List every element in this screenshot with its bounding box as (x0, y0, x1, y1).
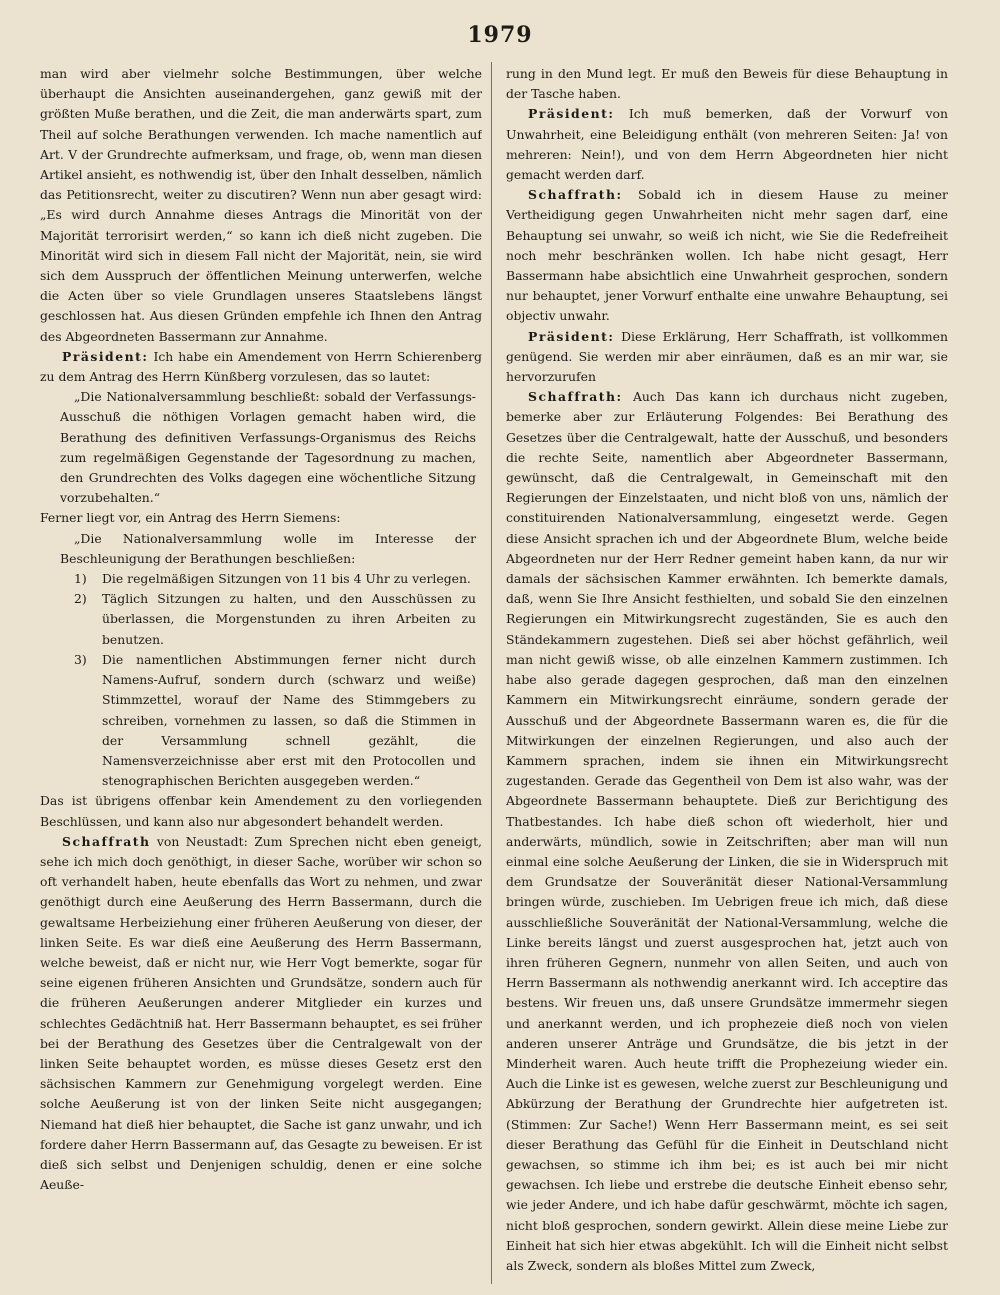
list-number: 3) (74, 651, 87, 667)
paragraph-motion-intro: Ferner liegt vor, ein Antrag des Herrn Siemens: (40, 510, 341, 526)
list-number: 2) (74, 591, 87, 607)
motion-list (40, 569, 482, 791)
speech-schaffrath (506, 387, 948, 1276)
quoted-motion (40, 529, 482, 569)
speech-text: Ich habe ein Amendement von Herrn Schierenberg zu dem Antrag des Herrn Künßberg vorzulesen, das so lautet: (40, 348, 482, 385)
column-divider (491, 62, 492, 1284)
speaker-name: Präsident: (528, 328, 615, 344)
speech-president (506, 104, 948, 185)
speech-schaffrath (506, 185, 948, 326)
list-item (40, 589, 482, 650)
speaker-name: Schaffrath: (528, 389, 623, 405)
list-text: Die regelmäßigen Sitzungen von 11 bis 4 Uhr zu verlegen. (102, 571, 471, 587)
speaker-name: Präsident: (62, 348, 149, 364)
speech-president (506, 327, 948, 388)
page-number: 1979 (467, 22, 533, 48)
speaker-name: Präsident: (528, 106, 615, 122)
speech-text: von Neustadt: Zum Sprechen nicht eben geneigt, sehe ich mich doch genöthigt, in dieser Sache, worüber wir schon so oft verhandelt haben, heute ebenfalls das Wort zu nehmen, und zwar genöthigt durch eine Aeußerung des Herrn Bassermann, durch die gewaltsame Herbeiziehung einer früheren Aeußerung von dieser, der linken Seite. Es war dieß eine Aeußerung des Herrn Bassermann, welche beweist, daß er nicht nur, wie Herr Vogt bemerkte, sogar für seine eigenen früheren Ansichten und Grundsätze, sondern auch für die früheren Aeußerungen anderer Mitglieder ein kurzes und schlechtes Gedächtniß hat. Herr Bassermann behauptet, es sei früher bei der Berathung des Gesetzes über die Centralgewalt von der linken Seite behauptet worden, es müsse dieses Gesetz erst den sächsischen Kammern zur Genehmigung vorgelegt werden. Eine solche Aeußerung ist von der linken Seite nicht ausgegangen; Niemand hat dieß hier behauptet, die Sache ist ganz unwahr, und ich fordere daher Herrn Bassermann auf, das Gesagte zu beweisen. Er ist dieß sich selbst und Denjenigen schuldig, denen er eine solche Aeuße- (40, 833, 482, 1193)
paragraph-note: Das ist übrigens offenbar kein Amendement zu den vorliegenden Beschlüssen, und kann also nur abgesondert behandelt werden. (40, 793, 482, 829)
speech-schaffrath (40, 832, 482, 1196)
list-text: Die namentlichen Abstimmungen ferner nicht durch Namens-Aufruf, sondern durch (schwarz und weiße) Stimmzettel, worauf der Name des Stimmgebers zu schreiben, vornehmen zu lassen, so daß die Stimmen in der Versammlung schnell gezählt, die Namensverzeichnisse aber erst mit den Protocollen und stenographischen Berichten ausgegeben werden.“ (102, 651, 476, 789)
paragraph-continuation: rung in den Mund legt. Er muß den Beweis für diese Behauptung in der Tasche haben. (506, 66, 948, 102)
list-number: 1) (74, 571, 87, 587)
speech-text: Ich muß bemerken, daß der Vorwurf von Unwahrheit, eine Beleidigung enthält (von mehreren Seiten: Ja! von mehreren: Nein!), und von dem Herrn Abgeordneten hier nicht gemacht werden darf. (506, 106, 948, 183)
amendment-text: „Die Nationalversammlung beschließt: sobald der Verfassungs-Ausschuß die nöthigen Vorlagen gemacht haben wird, die Berathung des definitiven Verfassungs-Organismus des Reichs zum regelmäßigen Gegenstande der Tagesordnung zu machen, den Grundrechten des Volks dagegen eine wöchentliche Sitzung vorzubehalten.“ (60, 389, 476, 506)
paragraph-continuation: man wird aber vielmehr solche Bestimmungen, über welche überhaupt die Ansichten auseinandergehen, ganz gewiß mit der größten Muße berathen, und die Zeit, die man anderwärts spart, zum Theil auf solche Berathungen verwenden. Ich mache namentlich auf Art. V der Grundrechte aufmerksam, und frage, ob, wenn man diesen Artikel ansieht, es nothwendig ist, über den Inhalt desselben, nämlich das Petitionsrecht, weiter zu discutiren? Wenn nun aber gesagt wird: „Es wird durch Annahme dieses Antrags die Minorität von der Majorität terrorisirt werden,“ so kann ich dieß nicht zugeben. Die Minorität wird sich in diesem Fall nicht der Majorität, nein, sie wird sich dem Ausspruch der öffentlichen Meinung unterwerfen, welche die Acten über so viele Grundlagen unseres Staatslebens längst geschlossen hat. Aus diesen Gründen empfehle ich Ihnen den Antrag des Abgeordneten Bassermann zur Annahme. (40, 66, 482, 344)
list-item (40, 569, 482, 589)
speaker-name: Schaffrath: (528, 187, 623, 203)
quoted-amendment (40, 387, 482, 508)
motion-text: „Die Nationalversammlung wolle im Interesse der Beschleunigung der Berathungen beschließen: (60, 530, 476, 566)
list-item (40, 650, 482, 791)
speech-text: Auch Das kann ich durchaus nicht zugeben, bemerke aber zur Erläuterung Folgendes: Bei Berathung des Gesetzes über die Centralgewalt, hatte der Ausschuß, und besonders die rechte Seite, namentlich aber Abgeordneter Bassermann, gewünscht, daß die Centralgewalt, in Gemeinschaft mit den Regierungen der Einzelstaaten, und nicht bloß von uns, nämlich der constituirenden Nationalversammlung, eingesetzt werde. Gegen diese Ansicht sprachen ich und der Abgeordnete Blum, welche beide Abgeordneten nur der Herr Redner gemeint haben kann, da nur wir damals der sächsischen Kammer erwähnten. Ich bemerkte damals, daß, wenn Sie Ihre Ansicht festhielten, und sobald Sie den einzelnen Regierungen ein Mitwirkungsrecht zugeständen, Sie es auch den Ständekammern zugestehen. Dieß sei aber höchst gefährlich, weil man nicht gewiß wisse, ob alle einzelnen Kammern zustimmen. Ich habe also gerade dagegen gesprochen, daß man den einzelnen Kammern ein Mitwirkungsrecht einräume, sondern gerade der Ausschuß und der Abgeordnete Bassermann waren es, die für die Mitwirkungen der einzelnen Regierungen, und also auch der Kammern sprachen, indem sie ihnen ein Mitwirkungsrecht zugestanden. Gerade das Gegentheil von Dem ist also wahr, was der Abgeordnete Bassermann behauptete. Dieß zur Berichtigung des Thatbestandes. Ich habe dieß schon oft wiederholt, hier und anderwärts, mündlich, sowie in Zeitschriften; aber man will nun einmal eine solche Aeußerung der Linken, die sie in Widerspruch mit dem Grundsatze der Souveränität dieser National-Versammlung bringen würde, zuschieben. Im Uebrigen freue ich mich, daß diese ausschließliche Souveränität der National-Versammlung, welche die Linke bereits längst und zuerst ausgesprochen hat, jetzt auch von ihren früheren Gegnern, nunmehr von allen Seiten, und auch von Herrn Bassermann als nothwendig anerkannt wird. Ich acceptire das bestens. Wir freuen uns, daß unsere Grundsätze immermehr siegen und anerkannt werden, und ich prophezeie dieß noch von vielen anderen unserer Anträge und Grundsätze, die bis jetzt in der Minderheit waren. Auch heute trifft die Prophezeiung wieder ein. Auch die Linke ist es gewesen, welche zuerst zur Beschleunigung und Abkürzung der Berathung der Grundrechte hier aufgetreten ist. (Stimmen: Zur Sache!) Wenn Herr Bassermann meint, es sei seit dieser Berathung das Gefühl für die Einheit in Deutschland nicht gewachsen, so stimme ich ihm bei; es ist auch bei mir nicht gewachsen. Ich liebe und erstrebe die deutsche Einheit ebenso sehr, wie jeder Andere, und ich habe dafür geschwärmt, möchte ich sagen, nicht bloß gesprochen, sondern gewirkt. Allein diese meine Liebe zur Einheit hat sich hier etwas abgekühlt. Ich will die Einheit nicht selbst als Zweck, sondern als bloßes Mittel zum Zweck, (506, 389, 948, 1273)
right-column (506, 64, 948, 1284)
speaker-name: Schaffrath (62, 833, 151, 849)
list-text: Täglich Sitzungen zu halten, und den Ausschüssen zu überlassen, die Morgenstunden zu ihren Arbeiten zu benutzen. (102, 591, 476, 647)
speech-president (40, 347, 482, 387)
left-column (40, 64, 482, 1284)
speech-text: Sobald ich in diesem Hause zu meiner Vertheidigung gegen Unwahrheiten nicht mehr sagen darf, eine Behauptung sei unwahr, so weiß ich nicht, wie Sie die Redefreiheit noch mehr beschränken wollen. Ich habe nicht gesagt, Herr Bassermann habe absichtlich eine Unwahrheit gesprochen, sondern nur behauptet, jener Vorwurf enthalte eine unwahre Behauptung, sei objectiv unwahr. (506, 187, 948, 324)
speech-text: Diese Erklärung, Herr Schaffrath, ist vollkommen genügend. Sie werden mir aber einräumen, daß es an mir war, sie hervorzurufen (506, 328, 948, 385)
